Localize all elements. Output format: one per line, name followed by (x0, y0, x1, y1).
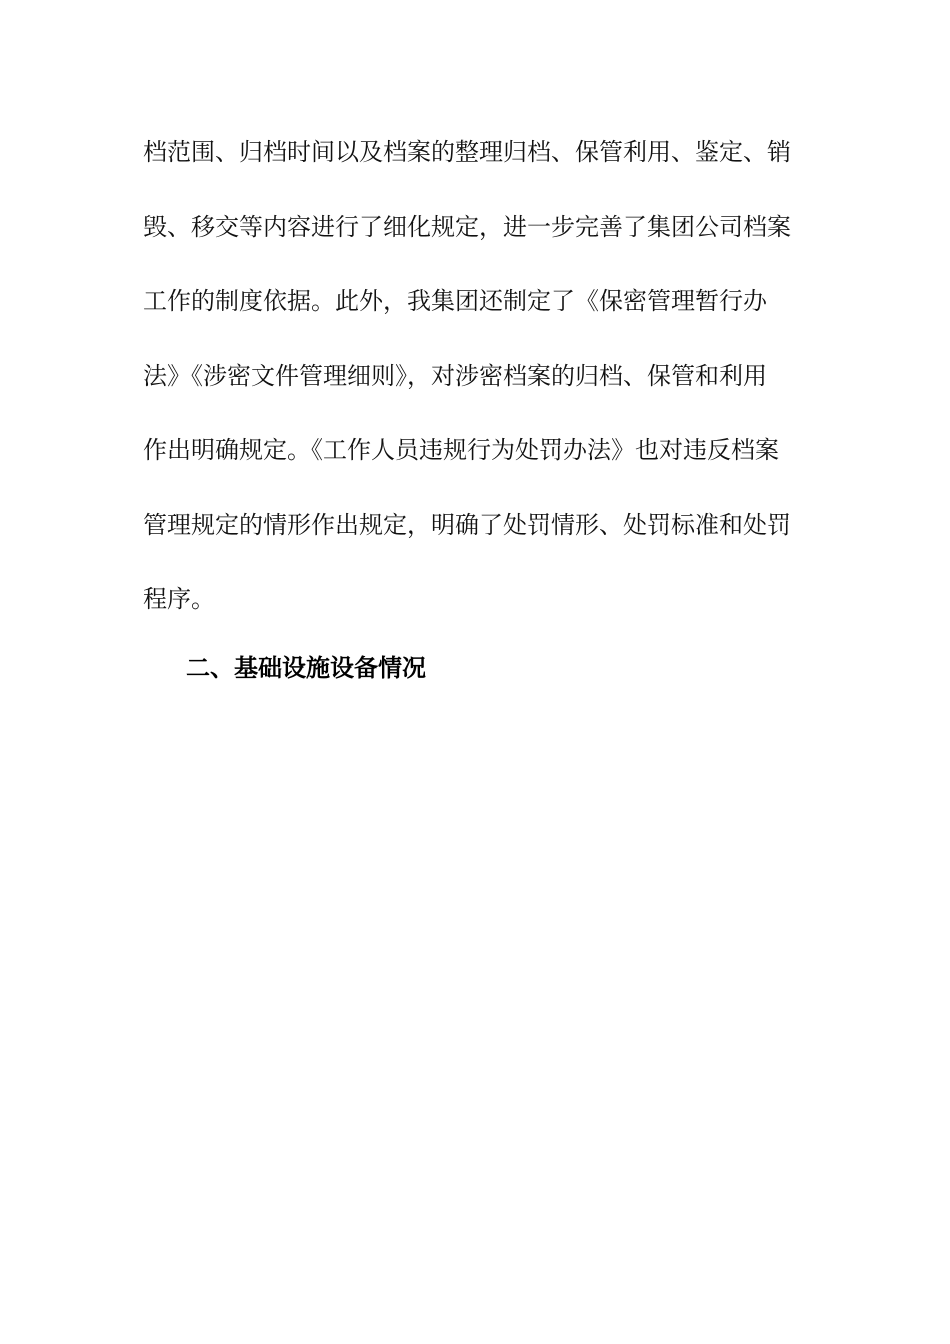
body-paragraph (143, 130, 803, 652)
paragraph-line: 作出明确规定。《工作人员违规行为处罚办法》也对违反档案 (143, 436, 779, 464)
paragraph-line: 法》《涉密文件管理细则》，对涉密档案的归档、保管和利用 (143, 361, 767, 390)
paragraph-line: 毁、移交等内容进行了细化规定，进一步完善了集团公司档案 (143, 212, 791, 241)
paragraph-line: 档范围、归档时间以及档案的整理归档、保管利用、鉴定、销 (143, 138, 791, 166)
section-heading: 二、基础设施设备情况 (186, 654, 426, 682)
paragraph-line: 工作的制度依据。此外，我集团还制定了《保密管理暂行办 (143, 287, 767, 315)
paragraph-line: 管理规定的情形作出规定，明确了处罚情形、处罚标准和处罚 (143, 510, 791, 539)
paragraph-line: 程序。 (143, 585, 215, 613)
